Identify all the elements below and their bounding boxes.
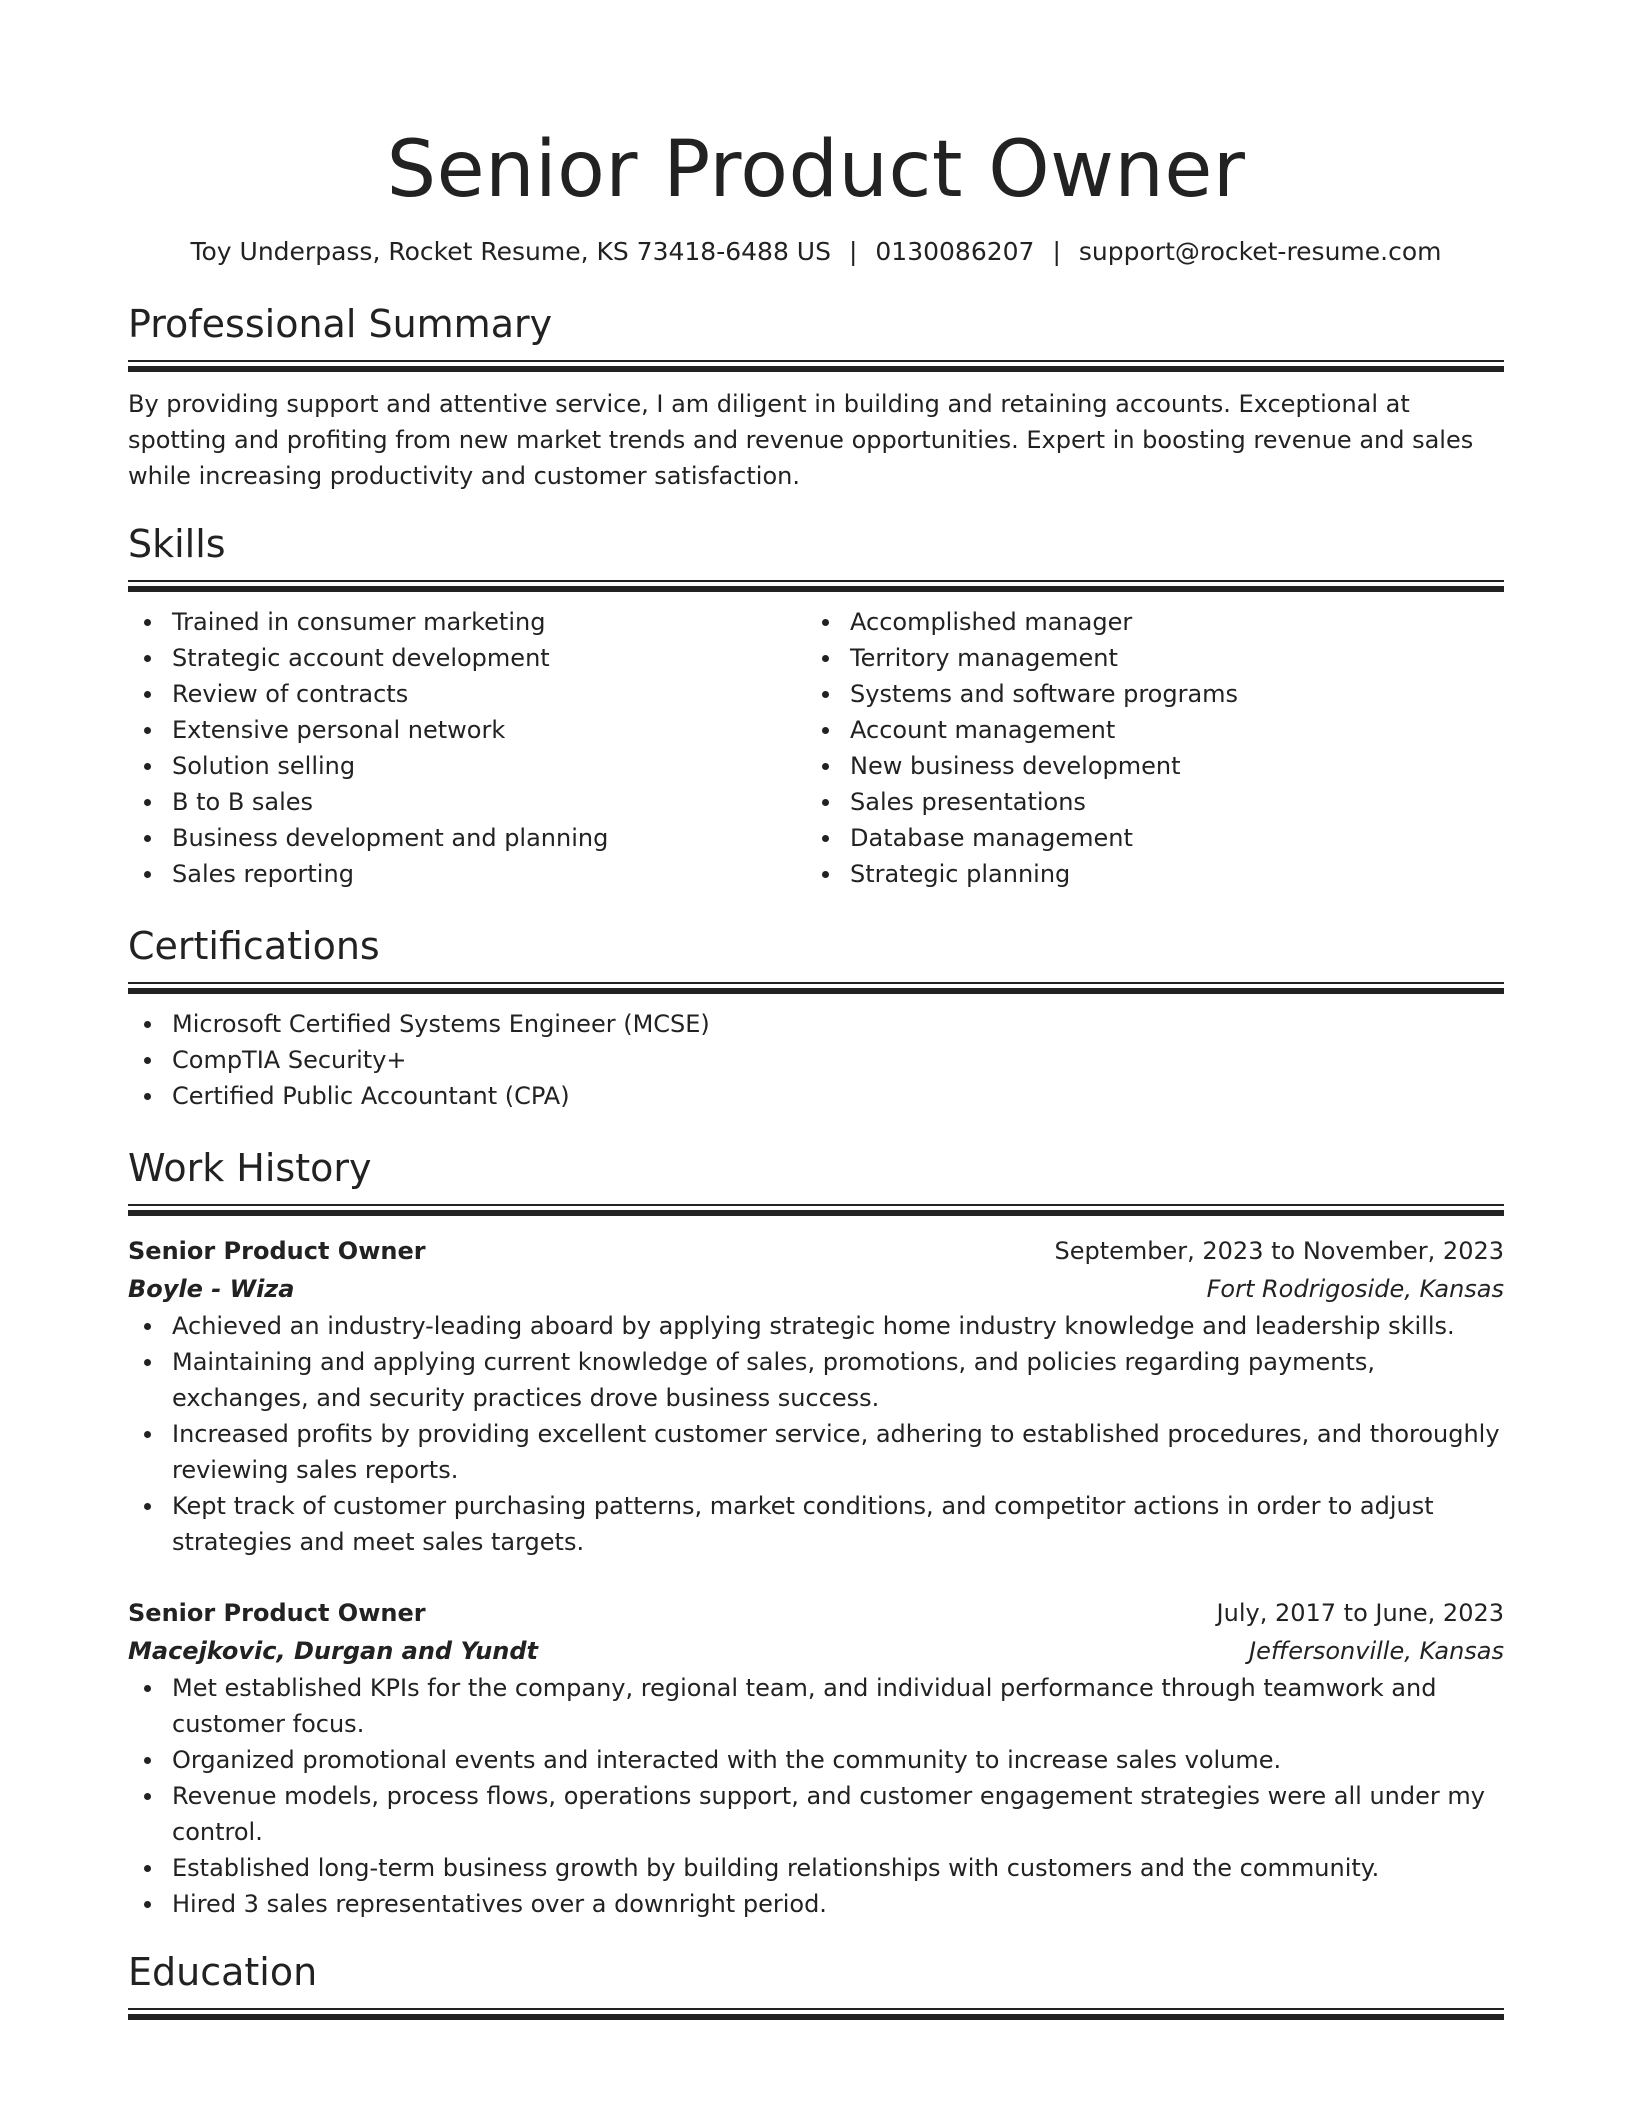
job-entry	[128, 1232, 1504, 1560]
skills-columns	[128, 604, 1504, 892]
job-dates: September, 2023 to November, 2023	[1054, 1237, 1504, 1265]
job-dates: July, 2017 to June, 2023	[1216, 1599, 1504, 1627]
certifications-heading: Certifications	[128, 924, 380, 968]
contact-address: Toy Underpass, Rocket Resume, KS 73418-6488 US	[190, 237, 831, 266]
skill-item: Strategic planning	[850, 856, 1484, 892]
section-divider	[128, 982, 1504, 994]
section-divider	[128, 360, 1504, 372]
resume-page	[128, 0, 1504, 2020]
skills-section	[128, 520, 1504, 892]
job-location: Fort Rodrigoside, Kansas	[1206, 1275, 1504, 1303]
contact-phone: 0130086207	[875, 237, 1035, 266]
skill-item: Strategic account development	[172, 640, 806, 676]
skill-item: Accomplished manager	[850, 604, 1484, 640]
education-heading: Education	[128, 1950, 318, 1994]
skill-item: Systems and software programs	[850, 676, 1484, 712]
job-subheader	[128, 1270, 1504, 1308]
summary-heading: Professional Summary	[128, 302, 553, 346]
skill-item: Review of contracts	[172, 676, 806, 712]
contact-line	[128, 234, 1504, 270]
contact-email[interactable]: support@rocket-resume.com	[1078, 237, 1442, 266]
duty-item: Established long-term business growth by building relationships with customers and the community.	[172, 1850, 1504, 1886]
duty-item: Met established KPIs for the company, regional team, and individual performance through teamwork and customer focus.	[172, 1670, 1504, 1742]
certification-item: CompTIA Security+	[172, 1042, 1504, 1078]
job-entry	[128, 1594, 1504, 1922]
job-location: Jeffersonville, Kansas	[1249, 1637, 1504, 1665]
job-company: Macejkovic, Durgan and Yundt	[128, 1637, 539, 1665]
education-section	[128, 1948, 1504, 2020]
job-header	[128, 1594, 1504, 1632]
job-subheader	[128, 1632, 1504, 1670]
contact-separator: |	[1052, 237, 1061, 266]
contact-separator: |	[848, 237, 858, 266]
skill-item: Account management	[850, 712, 1484, 748]
job-duties	[128, 1670, 1504, 1922]
job-title: Senior Product Owner	[128, 1599, 426, 1627]
work-history-section	[128, 1144, 1504, 1922]
skill-item: Trained in consumer marketing	[172, 604, 806, 640]
section-divider	[128, 580, 1504, 592]
certification-item: Certified Public Accountant (CPA)	[172, 1078, 1504, 1114]
duty-item: Kept track of customer purchasing patterns, market conditions, and competitor actions in order to adjust strategies and meet sales targets.	[172, 1488, 1504, 1560]
duty-item: Maintaining and applying current knowledge of sales, promotions, and policies regarding payments, exchanges, and security practices drove business success.	[172, 1344, 1504, 1416]
certifications-section	[128, 922, 1504, 1114]
skill-item: Extensive personal network	[172, 712, 806, 748]
summary-section	[128, 300, 1504, 494]
work-history-heading: Work History	[128, 1146, 372, 1190]
resume-title: Senior Product Owner	[386, 125, 1246, 215]
skill-item: Sales reporting	[172, 856, 806, 892]
duty-item: Revenue models, process flows, operations support, and customer engagement strategies were all under my control.	[172, 1778, 1504, 1850]
duty-item: Increased profits by providing excellent customer service, adhering to established procedures, and thoroughly reviewing sales reports.	[172, 1416, 1504, 1488]
duty-item: Hired 3 sales representatives over a downright period.	[172, 1886, 1504, 1922]
job-title: Senior Product Owner	[128, 1237, 426, 1265]
section-divider	[128, 1204, 1504, 1216]
skill-item: Territory management	[850, 640, 1484, 676]
job-header	[128, 1232, 1504, 1270]
duty-item: Organized promotional events and interacted with the community to increase sales volume.	[172, 1742, 1504, 1778]
job-duties	[128, 1308, 1504, 1560]
skill-item: Database management	[850, 820, 1484, 856]
certification-item: Microsoft Certified Systems Engineer (MCSE)	[172, 1006, 1504, 1042]
skill-item: B to B sales	[172, 784, 806, 820]
duty-item: Achieved an industry-leading aboard by applying strategic home industry knowledge and leadership skills.	[172, 1308, 1504, 1344]
job-company: Boyle - Wiza	[128, 1275, 295, 1303]
skills-heading: Skills	[128, 522, 226, 566]
skills-right-column	[806, 604, 1484, 892]
skill-item: New business development	[850, 748, 1484, 784]
skill-item: Sales presentations	[850, 784, 1484, 820]
skill-item: Business development and planning	[172, 820, 806, 856]
section-divider	[128, 2008, 1504, 2020]
skill-item: Solution selling	[172, 748, 806, 784]
skills-left-column	[128, 604, 806, 892]
summary-text: By providing support and attentive service, I am diligent in building and retaining accounts. Exceptional at spotting and profiting from new market trends and revenue opportunities. Expert in boosting revenue and sales while increasing productivity and customer satisfaction.	[128, 390, 1474, 490]
